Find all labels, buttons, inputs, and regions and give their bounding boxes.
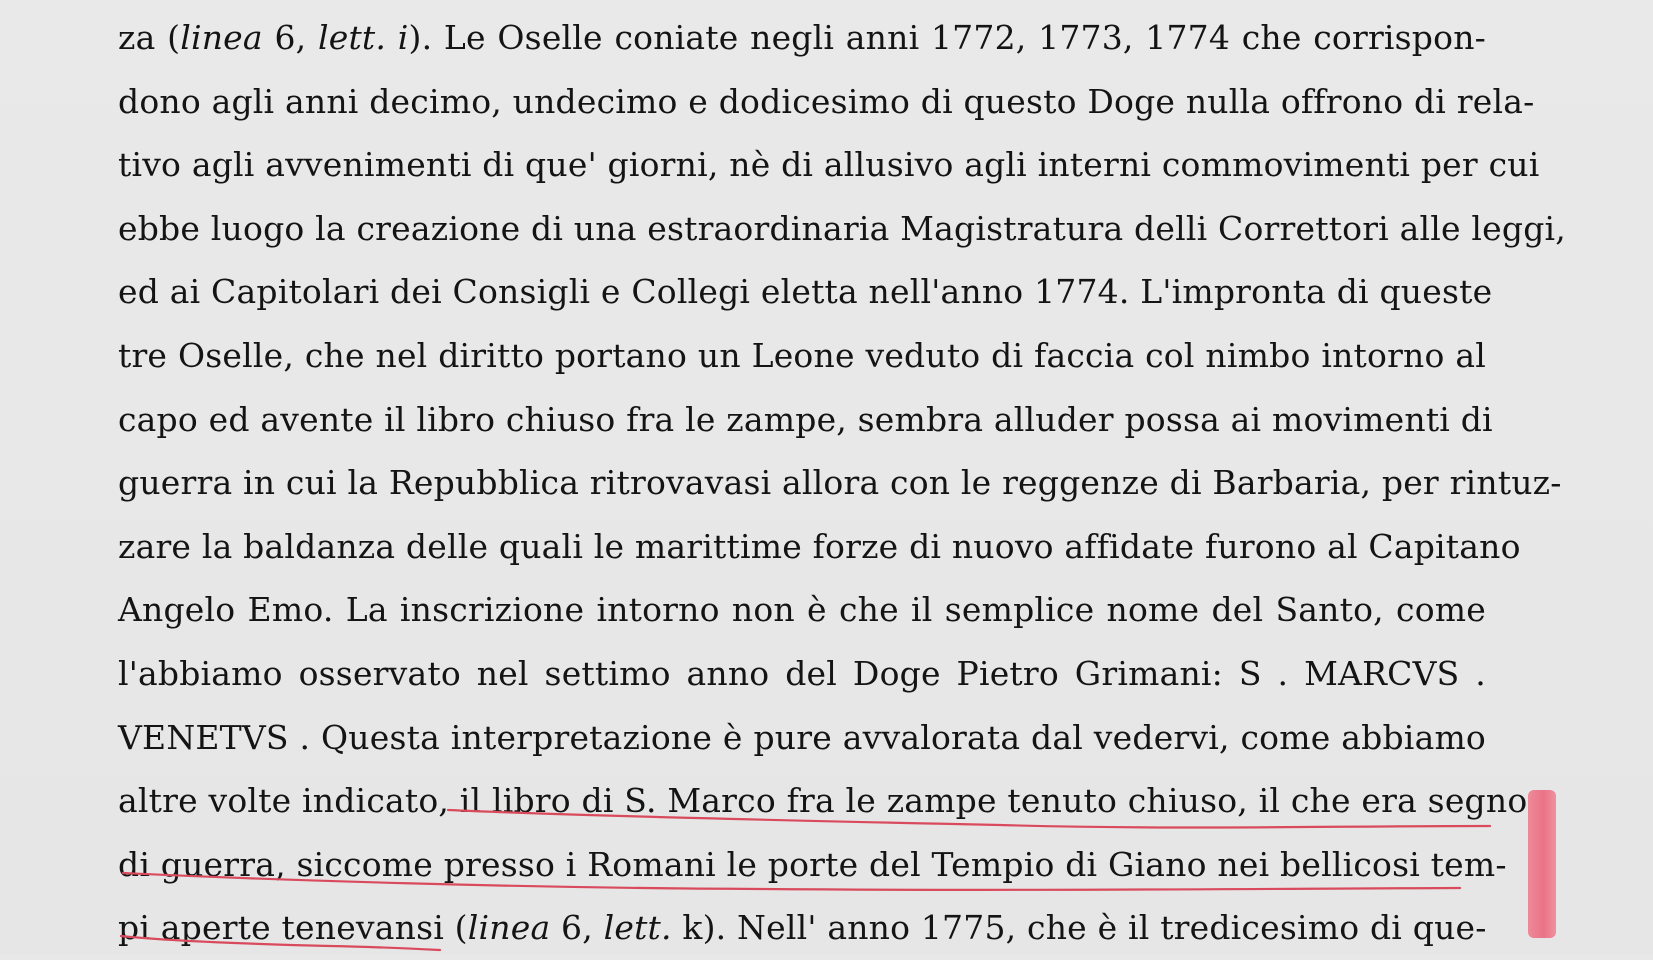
text-segment: 6, — [262, 18, 318, 57]
text-segment: capo ed avente il libro chiuso fra le zampe, sembra alluder possa ai movimenti di — [118, 399, 1493, 439]
text-segment: zare la baldanza delle quali le marittime forze di nuovo affidate furono al Capitano — [118, 526, 1521, 566]
text-line — [118, 388, 1493, 452]
text-segment: tre Oselle, che nel diritto portano un Leone veduto di faccia col nimbo intorno al — [118, 335, 1486, 375]
italic-text-segment: linea — [180, 18, 263, 57]
text-segment: di guerra, siccome presso i Romani le porte del Tempio di Giano nei bellicosi tem- — [118, 844, 1507, 884]
text-line — [118, 70, 1535, 134]
text-segment: ed ai Capitolari dei Consigli e Collegi eletta nell'anno 1774. L'impronta di queste — [118, 272, 1493, 312]
text-segment: dono agli anni decimo, undecimo e dodicesimo di questo Doge nulla offrono di rela- — [118, 81, 1535, 121]
text-segment: k). Nell' anno 1775, che è il tredicesimo di que- — [671, 908, 1487, 948]
text-line — [118, 706, 1486, 770]
text-line — [118, 133, 1540, 197]
text-line — [118, 833, 1507, 897]
text-segment: tivo agli avvenimenti di que' giorni, nè di allusivo agli interni commovimenti per cui — [118, 145, 1540, 185]
text-segment: ebbe luogo la creazione di una estraordinaria Magistratura delli Correttori alle leggi, — [118, 208, 1567, 248]
text-line — [118, 896, 1486, 960]
text-line — [118, 324, 1486, 388]
text-segment: Angelo Emo. La inscrizione intorno non è che il semplice nome del Santo, come — [118, 590, 1486, 630]
text-segment: guerra in cui la Repubblica ritrovavasi allora con le reggenze di Barbaria, per rintuz- — [118, 463, 1562, 503]
text-line — [118, 197, 1567, 261]
text-line — [118, 642, 1486, 706]
text-segment: 6, — [550, 908, 604, 948]
document-text-block — [118, 6, 1567, 960]
text-line — [118, 451, 1562, 515]
text-segment: pi aperte tenevansi ( — [118, 908, 468, 948]
margin-highlight-mark — [1528, 790, 1556, 938]
text-segment: VENETVS . Questa interpretazione è pure avvalorata dal vedervi, come abbiamo — [118, 717, 1486, 757]
italic-text-segment: lett. — [603, 908, 672, 948]
text-segment: l'abbiamo osservato nel settimo anno del Doge Pietro Grimani: S . MARCVS . — [118, 653, 1486, 693]
text-segment: ). Le Oselle coniate negli anni 1772, 1773, 1774 che corrispon- — [408, 18, 1486, 57]
text-segment: za ( — [118, 18, 181, 57]
text-segment: altre volte indicato, il libro di S. Marco fra le zampe tenuto chiuso, il che era segno — [118, 781, 1528, 821]
text-line — [118, 515, 1521, 579]
italic-text-segment: lett. i — [317, 18, 409, 57]
text-line — [118, 6, 1486, 70]
text-line — [118, 769, 1528, 833]
italic-text-segment: linea — [467, 908, 551, 948]
text-line — [118, 260, 1493, 324]
text-line — [118, 578, 1486, 642]
